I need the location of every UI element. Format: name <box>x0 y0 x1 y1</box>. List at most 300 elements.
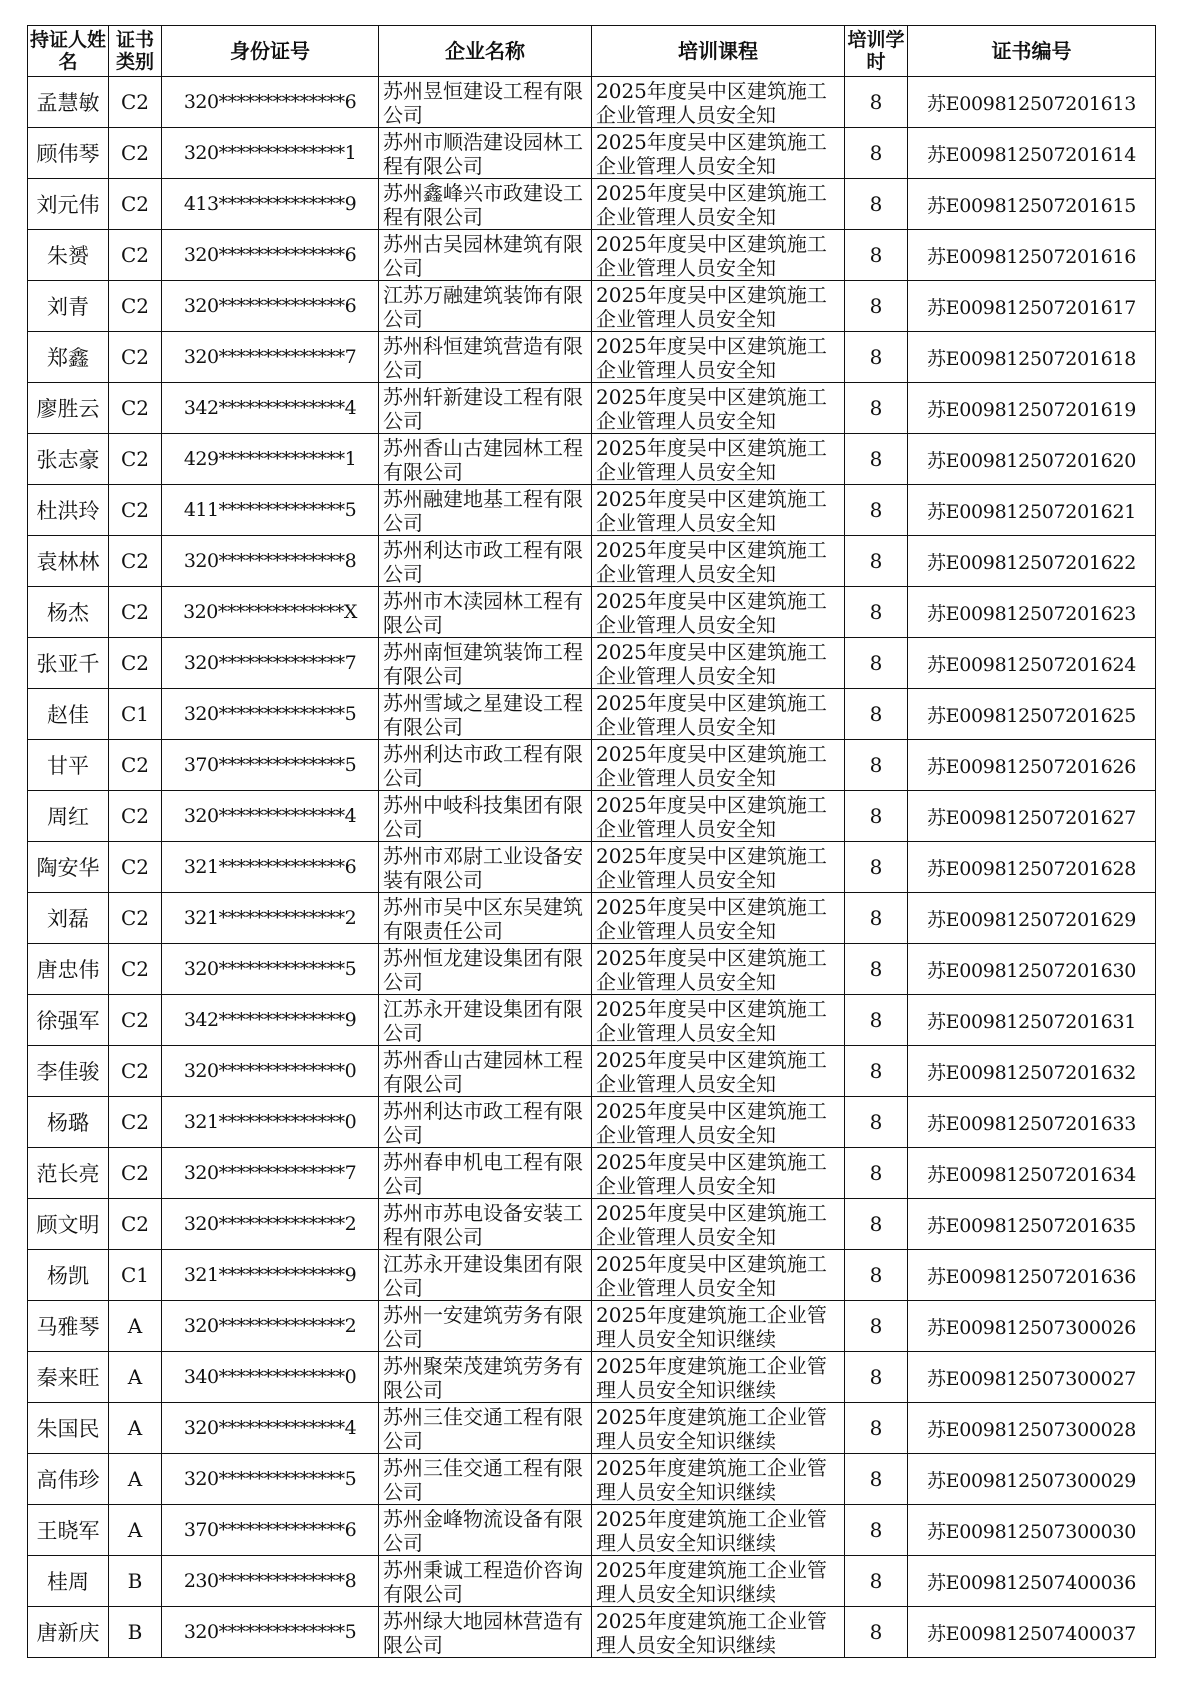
id-number-cell: 320**************7 <box>162 638 379 689</box>
cert-number-cell: 苏E009812507201632 <box>908 1046 1156 1097</box>
company-cell <box>379 77 592 128</box>
company-cell-text: 苏州春申机电工程有限公司 <box>383 1150 583 1198</box>
cert-number-cell: 苏E009812507201625 <box>908 689 1156 740</box>
table-row <box>28 383 1156 434</box>
hours-cell: 8 <box>845 1403 908 1454</box>
cert-type-cell: C2 <box>109 332 162 383</box>
cert-number-cell: 苏E009812507201629 <box>908 893 1156 944</box>
course-cell-text: 2025年度吴中区建筑施工企业管理人员安全知 <box>596 385 827 433</box>
course-cell-text: 2025年度吴中区建筑施工企业管理人员安全知 <box>596 1048 827 1096</box>
cert-number-cell: 苏E009812507300030 <box>908 1505 1156 1556</box>
course-cell-text: 2025年度吴中区建筑施工企业管理人员安全知 <box>596 844 827 892</box>
table-row <box>28 740 1156 791</box>
company-cell <box>379 1148 592 1199</box>
cert-number-cell: 苏E009812507201619 <box>908 383 1156 434</box>
hours-cell: 8 <box>845 1352 908 1403</box>
holder-name-cell: 高伟珍 <box>28 1454 109 1505</box>
holder-name-cell: 朱赟 <box>28 230 109 281</box>
company-cell <box>379 1199 592 1250</box>
course-cell-text: 2025年度吴中区建筑施工企业管理人员安全知 <box>596 895 827 943</box>
table-row <box>28 230 1156 281</box>
cert-type-cell: C2 <box>109 944 162 995</box>
company-cell-text: 苏州金峰物流设备有限公司 <box>383 1507 583 1555</box>
company-cell <box>379 1607 592 1658</box>
course-cell <box>592 1046 845 1097</box>
course-cell-text: 2025年度吴中区建筑施工企业管理人员安全知 <box>596 1150 827 1198</box>
header-cert-type: 证书类别 <box>109 26 162 77</box>
cert-type-cell: C2 <box>109 791 162 842</box>
course-cell <box>592 1505 845 1556</box>
course-cell <box>592 893 845 944</box>
cert-number-cell: 苏E009812507201621 <box>908 485 1156 536</box>
id-number-cell: 320**************2 <box>162 1199 379 1250</box>
course-cell <box>592 842 845 893</box>
course-cell <box>592 944 845 995</box>
hours-cell: 8 <box>845 383 908 434</box>
table-row <box>28 1556 1156 1607</box>
certificate-table <box>27 25 1156 1658</box>
company-cell <box>379 638 592 689</box>
company-cell-text: 苏州聚荣茂建筑劳务有限公司 <box>383 1354 583 1402</box>
company-cell-text: 苏州香山古建园林工程有限公司 <box>383 1048 583 1096</box>
holder-name-cell: 桂周 <box>28 1556 109 1607</box>
company-cell-text: 苏州古吴园林建筑有限公司 <box>383 232 583 280</box>
cert-type-cell: A <box>109 1403 162 1454</box>
course-cell <box>592 1250 845 1301</box>
table-row <box>28 1250 1156 1301</box>
company-cell <box>379 1046 592 1097</box>
cert-type-cell: A <box>109 1352 162 1403</box>
holder-name-cell: 唐忠伟 <box>28 944 109 995</box>
hours-cell: 8 <box>845 179 908 230</box>
company-cell <box>379 1505 592 1556</box>
holder-name-cell: 袁林林 <box>28 536 109 587</box>
company-cell <box>379 485 592 536</box>
holder-name-cell: 甘平 <box>28 740 109 791</box>
id-number-cell: 413**************9 <box>162 179 379 230</box>
id-number-cell: 320**************5 <box>162 1607 379 1658</box>
cert-type-cell: C2 <box>109 179 162 230</box>
cert-type-cell: C2 <box>109 1046 162 1097</box>
course-cell <box>592 638 845 689</box>
company-cell <box>379 281 592 332</box>
company-cell-text: 江苏永开建设集团有限公司 <box>383 997 583 1045</box>
id-number-cell: 320**************2 <box>162 1301 379 1352</box>
holder-name-cell: 杜洪玲 <box>28 485 109 536</box>
course-cell <box>592 1454 845 1505</box>
company-cell <box>379 1403 592 1454</box>
course-cell-text: 2025年度建筑施工企业管理人员安全知识继续 <box>596 1507 827 1555</box>
course-cell <box>592 230 845 281</box>
cert-number-cell: 苏E009812507201614 <box>908 128 1156 179</box>
id-number-cell: 320**************5 <box>162 689 379 740</box>
id-number-cell: 320**************0 <box>162 1046 379 1097</box>
holder-name-cell: 孟慧敏 <box>28 77 109 128</box>
table-row <box>28 995 1156 1046</box>
holder-name-cell: 徐强军 <box>28 995 109 1046</box>
hours-cell: 8 <box>845 536 908 587</box>
id-number-cell: 320**************8 <box>162 536 379 587</box>
hours-cell: 8 <box>845 1250 908 1301</box>
course-cell-text: 2025年度建筑施工企业管理人员安全知识继续 <box>596 1558 827 1606</box>
course-cell <box>592 1097 845 1148</box>
holder-name-cell: 周红 <box>28 791 109 842</box>
cert-number-cell: 苏E009812507201618 <box>908 332 1156 383</box>
cert-type-cell: B <box>109 1607 162 1658</box>
company-cell-text: 苏州利达市政工程有限公司 <box>383 538 583 586</box>
cert-type-cell: C2 <box>109 1199 162 1250</box>
id-number-cell: 320**************5 <box>162 944 379 995</box>
course-cell <box>592 1301 845 1352</box>
hours-cell: 8 <box>845 1046 908 1097</box>
holder-name-cell: 顾文明 <box>28 1199 109 1250</box>
cert-number-cell: 苏E009812507300026 <box>908 1301 1156 1352</box>
course-cell <box>592 587 845 638</box>
company-cell-text: 苏州市顺浩建设园林工程有限公司 <box>383 130 583 178</box>
holder-name-cell: 赵佳 <box>28 689 109 740</box>
holder-name-cell: 秦来旺 <box>28 1352 109 1403</box>
hours-cell: 8 <box>845 434 908 485</box>
cert-type-cell: C2 <box>109 995 162 1046</box>
hours-cell: 8 <box>845 689 908 740</box>
course-cell <box>592 77 845 128</box>
company-cell <box>379 1097 592 1148</box>
course-cell-text: 2025年度建筑施工企业管理人员安全知识继续 <box>596 1456 827 1504</box>
hours-cell: 8 <box>845 587 908 638</box>
company-cell-text: 苏州三佳交通工程有限公司 <box>383 1456 583 1504</box>
company-cell <box>379 689 592 740</box>
course-cell-text: 2025年度建筑施工企业管理人员安全知识继续 <box>596 1354 827 1402</box>
hours-cell: 8 <box>845 995 908 1046</box>
header-row <box>28 26 1156 77</box>
company-cell-text: 苏州雪域之星建设工程有限公司 <box>383 691 583 739</box>
cert-number-cell: 苏E009812507201633 <box>908 1097 1156 1148</box>
id-number-cell: 320**************7 <box>162 332 379 383</box>
cert-number-cell: 苏E009812507201634 <box>908 1148 1156 1199</box>
company-cell <box>379 383 592 434</box>
table-row <box>28 1148 1156 1199</box>
header-course: 培训课程 <box>592 26 845 77</box>
company-cell-text: 苏州鑫峰兴市政建设工程有限公司 <box>383 181 583 229</box>
company-cell <box>379 1250 592 1301</box>
company-cell-text: 苏州秉诚工程造价咨询有限公司 <box>383 1558 583 1606</box>
cert-number-cell: 苏E009812507201613 <box>908 77 1156 128</box>
course-cell-text: 2025年度吴中区建筑施工企业管理人员安全知 <box>596 793 827 841</box>
table-header <box>28 26 1156 77</box>
id-number-cell: 342**************9 <box>162 995 379 1046</box>
course-cell-text: 2025年度吴中区建筑施工企业管理人员安全知 <box>596 742 827 790</box>
cert-type-cell: C2 <box>109 383 162 434</box>
holder-name-cell: 刘元伟 <box>28 179 109 230</box>
table-row <box>28 1301 1156 1352</box>
table-row <box>28 485 1156 536</box>
cert-number-cell: 苏E009812507201628 <box>908 842 1156 893</box>
company-cell-text: 苏州科恒建筑营造有限公司 <box>383 334 583 382</box>
cert-number-cell: 苏E009812507300028 <box>908 1403 1156 1454</box>
cert-number-cell: 苏E009812507201636 <box>908 1250 1156 1301</box>
hours-cell: 8 <box>845 1199 908 1250</box>
course-cell-text: 2025年度吴中区建筑施工企业管理人员安全知 <box>596 946 827 994</box>
cert-number-cell: 苏E009812507201627 <box>908 791 1156 842</box>
company-cell <box>379 1454 592 1505</box>
company-cell <box>379 791 592 842</box>
course-cell-text: 2025年度吴中区建筑施工企业管理人员安全知 <box>596 1201 827 1249</box>
course-cell-text: 2025年度吴中区建筑施工企业管理人员安全知 <box>596 79 827 127</box>
table-row <box>28 1505 1156 1556</box>
cert-type-cell: A <box>109 1301 162 1352</box>
table-row <box>28 434 1156 485</box>
company-cell-text: 苏州香山古建园林工程有限公司 <box>383 436 583 484</box>
course-cell <box>592 1148 845 1199</box>
table-row <box>28 1046 1156 1097</box>
cert-type-cell: C2 <box>109 536 162 587</box>
cert-type-cell: A <box>109 1454 162 1505</box>
company-cell-text: 苏州一安建筑劳务有限公司 <box>383 1303 583 1351</box>
id-number-cell: 320**************5 <box>162 1454 379 1505</box>
id-number-cell: 370**************6 <box>162 1505 379 1556</box>
id-number-cell: 321**************9 <box>162 1250 379 1301</box>
cert-type-cell: C2 <box>109 281 162 332</box>
hours-cell: 8 <box>845 1097 908 1148</box>
course-cell <box>592 485 845 536</box>
cert-type-cell: C2 <box>109 230 162 281</box>
id-number-cell: 340**************0 <box>162 1352 379 1403</box>
course-cell-text: 2025年度吴中区建筑施工企业管理人员安全知 <box>596 997 827 1045</box>
hours-cell: 8 <box>845 740 908 791</box>
cert-type-cell: C2 <box>109 1148 162 1199</box>
table-row <box>28 791 1156 842</box>
company-cell-text: 苏州三佳交通工程有限公司 <box>383 1405 583 1453</box>
hours-cell: 8 <box>845 791 908 842</box>
id-number-cell: 320**************7 <box>162 1148 379 1199</box>
course-cell <box>592 740 845 791</box>
company-cell-text: 苏州市苏电设备安装工程有限公司 <box>383 1201 583 1249</box>
header-hours: 培训学时 <box>845 26 908 77</box>
holder-name-cell: 杨璐 <box>28 1097 109 1148</box>
course-cell <box>592 689 845 740</box>
course-cell-text: 2025年度吴中区建筑施工企业管理人员安全知 <box>596 1099 827 1147</box>
table-row <box>28 179 1156 230</box>
course-cell-text: 2025年度吴中区建筑施工企业管理人员安全知 <box>596 1252 827 1300</box>
course-cell <box>592 383 845 434</box>
company-cell-text: 苏州昱恒建设工程有限公司 <box>383 79 583 127</box>
cert-number-cell: 苏E009812507201617 <box>908 281 1156 332</box>
course-cell <box>592 1556 845 1607</box>
table-row <box>28 332 1156 383</box>
cert-type-cell: C2 <box>109 77 162 128</box>
cert-type-cell: C2 <box>109 434 162 485</box>
course-cell-text: 2025年度吴中区建筑施工企业管理人员安全知 <box>596 436 827 484</box>
holder-name-cell: 朱国民 <box>28 1403 109 1454</box>
hours-cell: 8 <box>845 281 908 332</box>
id-number-cell: 320**************6 <box>162 230 379 281</box>
course-cell-text: 2025年度吴中区建筑施工企业管理人员安全知 <box>596 181 827 229</box>
course-cell <box>592 995 845 1046</box>
company-cell-text: 江苏万融建筑装饰有限公司 <box>383 283 583 331</box>
company-cell <box>379 536 592 587</box>
course-cell <box>592 281 845 332</box>
company-cell-text: 苏州利达市政工程有限公司 <box>383 1099 583 1147</box>
table-row <box>28 1199 1156 1250</box>
hours-cell: 8 <box>845 1505 908 1556</box>
cert-number-cell: 苏E009812507201623 <box>908 587 1156 638</box>
cert-type-cell: C2 <box>109 842 162 893</box>
cert-type-cell: C2 <box>109 740 162 791</box>
cert-number-cell: 苏E009812507201622 <box>908 536 1156 587</box>
cert-number-cell: 苏E009812507201620 <box>908 434 1156 485</box>
course-cell-text: 2025年度吴中区建筑施工企业管理人员安全知 <box>596 334 827 382</box>
company-cell-text: 苏州融建地基工程有限公司 <box>383 487 583 535</box>
cert-number-cell: 苏E009812507201626 <box>908 740 1156 791</box>
id-number-cell: 320**************X <box>162 587 379 638</box>
table-row <box>28 77 1156 128</box>
header-holder-name: 持证人姓名 <box>28 26 109 77</box>
table-row <box>28 944 1156 995</box>
hours-cell: 8 <box>845 77 908 128</box>
holder-name-cell: 马雅琴 <box>28 1301 109 1352</box>
course-cell <box>592 434 845 485</box>
id-number-cell: 320**************1 <box>162 128 379 179</box>
company-cell <box>379 995 592 1046</box>
holder-name-cell: 李佳骏 <box>28 1046 109 1097</box>
company-cell-text: 苏州轩新建设工程有限公司 <box>383 385 583 433</box>
course-cell-text: 2025年度建筑施工企业管理人员安全知识继续 <box>596 1303 827 1351</box>
cert-number-cell: 苏E009812507201624 <box>908 638 1156 689</box>
company-cell <box>379 944 592 995</box>
holder-name-cell: 廖胜云 <box>28 383 109 434</box>
cert-type-cell: C2 <box>109 128 162 179</box>
hours-cell: 8 <box>845 893 908 944</box>
course-cell <box>592 332 845 383</box>
cert-number-cell: 苏E009812507400037 <box>908 1607 1156 1658</box>
holder-name-cell: 刘青 <box>28 281 109 332</box>
cert-type-cell: C1 <box>109 1250 162 1301</box>
holder-name-cell: 顾伟琴 <box>28 128 109 179</box>
table-row <box>28 128 1156 179</box>
id-number-cell: 429**************1 <box>162 434 379 485</box>
table-row <box>28 893 1156 944</box>
table-row <box>28 1403 1156 1454</box>
company-cell <box>379 434 592 485</box>
company-cell-text: 苏州恒龙建设集团有限公司 <box>383 946 583 994</box>
table-row <box>28 1352 1156 1403</box>
company-cell <box>379 332 592 383</box>
course-cell-text: 2025年度建筑施工企业管理人员安全知识继续 <box>596 1609 827 1657</box>
cert-number-cell: 苏E009812507300029 <box>908 1454 1156 1505</box>
company-cell <box>379 128 592 179</box>
course-cell-text: 2025年度吴中区建筑施工企业管理人员安全知 <box>596 232 827 280</box>
course-cell <box>592 1607 845 1658</box>
course-cell <box>592 1403 845 1454</box>
course-cell-text: 2025年度吴中区建筑施工企业管理人员安全知 <box>596 640 827 688</box>
table-row <box>28 842 1156 893</box>
company-cell-text: 苏州市木渎园林工程有限公司 <box>383 589 583 637</box>
id-number-cell: 320**************6 <box>162 281 379 332</box>
id-number-cell: 342**************4 <box>162 383 379 434</box>
cert-type-cell: C2 <box>109 1097 162 1148</box>
course-cell <box>592 179 845 230</box>
hours-cell: 8 <box>845 1607 908 1658</box>
table-row <box>28 587 1156 638</box>
course-cell <box>592 536 845 587</box>
cert-type-cell: C2 <box>109 485 162 536</box>
id-number-cell: 320**************4 <box>162 1403 379 1454</box>
company-cell <box>379 230 592 281</box>
holder-name-cell: 杨凯 <box>28 1250 109 1301</box>
header-id-number: 身份证号 <box>162 26 379 77</box>
course-cell-text: 2025年度吴中区建筑施工企业管理人员安全知 <box>596 691 827 739</box>
company-cell-text: 苏州利达市政工程有限公司 <box>383 742 583 790</box>
holder-name-cell: 刘磊 <box>28 893 109 944</box>
cert-type-cell: C2 <box>109 638 162 689</box>
cert-number-cell: 苏E009812507300027 <box>908 1352 1156 1403</box>
hours-cell: 8 <box>845 1556 908 1607</box>
cert-number-cell: 苏E009812507201615 <box>908 179 1156 230</box>
cert-number-cell: 苏E009812507400036 <box>908 1556 1156 1607</box>
course-cell-text: 2025年度吴中区建筑施工企业管理人员安全知 <box>596 589 827 637</box>
company-cell <box>379 1352 592 1403</box>
course-cell <box>592 791 845 842</box>
holder-name-cell: 范长亮 <box>28 1148 109 1199</box>
id-number-cell: 321**************2 <box>162 893 379 944</box>
id-number-cell: 320**************4 <box>162 791 379 842</box>
hours-cell: 8 <box>845 842 908 893</box>
cert-type-cell: B <box>109 1556 162 1607</box>
holder-name-cell: 杨杰 <box>28 587 109 638</box>
course-cell-text: 2025年度建筑施工企业管理人员安全知识继续 <box>596 1405 827 1453</box>
course-cell-text: 2025年度吴中区建筑施工企业管理人员安全知 <box>596 130 827 178</box>
company-cell-text: 苏州绿大地园林营造有限公司 <box>383 1609 583 1657</box>
hours-cell: 8 <box>845 1148 908 1199</box>
company-cell-text: 苏州市吴中区东吴建筑有限责任公司 <box>383 895 583 943</box>
table-row <box>28 536 1156 587</box>
hours-cell: 8 <box>845 1454 908 1505</box>
holder-name-cell: 张志豪 <box>28 434 109 485</box>
table-row <box>28 689 1156 740</box>
company-cell <box>379 1301 592 1352</box>
cert-number-cell: 苏E009812507201631 <box>908 995 1156 1046</box>
company-cell-text: 苏州南恒建筑装饰工程有限公司 <box>383 640 583 688</box>
cert-type-cell: C2 <box>109 587 162 638</box>
holder-name-cell: 王晓军 <box>28 1505 109 1556</box>
company-cell-text: 苏州市邓尉工业设备安装有限公司 <box>383 844 583 892</box>
company-cell <box>379 587 592 638</box>
cert-number-cell: 苏E009812507201616 <box>908 230 1156 281</box>
company-cell-text: 苏州中岐科技集团有限公司 <box>383 793 583 841</box>
certificate-table-sheet <box>27 25 1156 1658</box>
company-cell <box>379 893 592 944</box>
hours-cell: 8 <box>845 230 908 281</box>
table-body <box>28 77 1156 1658</box>
id-number-cell: 370**************5 <box>162 740 379 791</box>
header-company: 企业名称 <box>379 26 592 77</box>
cert-type-cell: C1 <box>109 689 162 740</box>
id-number-cell: 321**************0 <box>162 1097 379 1148</box>
course-cell-text: 2025年度吴中区建筑施工企业管理人员安全知 <box>596 283 827 331</box>
cert-type-cell: A <box>109 1505 162 1556</box>
id-number-cell: 321**************6 <box>162 842 379 893</box>
holder-name-cell: 张亚千 <box>28 638 109 689</box>
hours-cell: 8 <box>845 1301 908 1352</box>
course-cell-text: 2025年度吴中区建筑施工企业管理人员安全知 <box>596 487 827 535</box>
id-number-cell: 320**************6 <box>162 77 379 128</box>
course-cell <box>592 128 845 179</box>
id-number-cell: 411**************5 <box>162 485 379 536</box>
holder-name-cell: 陶安华 <box>28 842 109 893</box>
table-row <box>28 1454 1156 1505</box>
table-row <box>28 281 1156 332</box>
company-cell <box>379 179 592 230</box>
